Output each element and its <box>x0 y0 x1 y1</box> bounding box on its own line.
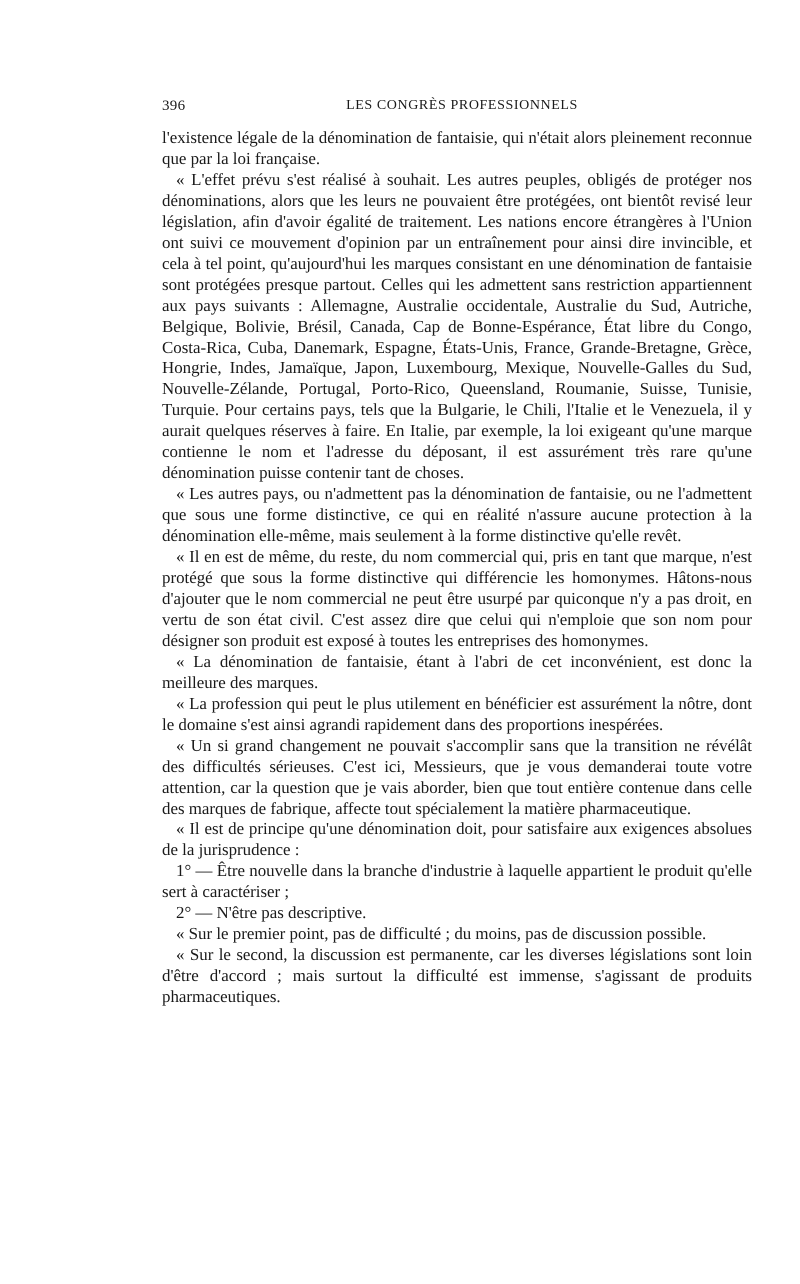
paragraph-best-mark: « La dénomination de fantaisie, étant à l'abri de cet inconvénient, est donc la meilleure des marques. <box>162 651 752 692</box>
paragraph-commercial-name: « Il en est de même, du reste, du nom commercial qui, pris en tant que marque, n'est protégé que sous la forme distinctive qui différencie les homonymes. Hâtons-nous d'ajouter que le nom commercial ne peut être usurpé par quiconque n'y a pas droit, en vertu de son état civil. C'est assez dire que celui qui n'emploie que son nom pour désigner son produit est exposé à toutes les entreprises des homonymes. <box>162 547 752 650</box>
paragraph-first-point: « Sur le premier point, pas de difficulté ; du moins, pas de discussion possible. <box>176 924 707 944</box>
paragraph-difficulties: « Un si grand changement ne pouvait s'accomplir sans que la transition ne révélât des difficultés sérieuses. C'est ici, Messieurs, que je vous demanderai toute votre attention, car la question que je vais aborder, bien que tout entière contenue dans celle des marques de fabrique, affecte tout spécialement la matière pharmaceutique. <box>162 735 752 818</box>
paragraph-second-point: « Sur le second, la discussion est permanente, car les diverses législations sont loin d'être d'accord ; mais surtout la difficulté est immense, s'agissant de produits pharmaceutiques. <box>162 945 752 1007</box>
paragraph-principle: « Il est de principe qu'une dénomination doit, pour satisfaire aux exigences absolues de la jurisprudence : <box>162 819 752 860</box>
paragraph-unfair-competition: « L'effet prévu s'est réalisé à souhait. Les autres peuples, obligés de protéger nos dénominations, alors que les leurs ne pouvaient être protégées, ont bientôt revisé leur législation, afin d'avoir égalité de traitement. Les nations encore étrangères à l'Union ont suivi ce mouvement d'opinion par un entraînement pour ainsi dire invincible, et cela à tel point, qu'aujourd'hui les marques consistant en une dénomination de fantaisie sont protégées presque partout. Celles qui les admettent sans restriction appartiennent aux pays suivants : Allemagne, Australie occidentale, Australie du Sud, Autriche, Belgique, Bolivie, Brésil, Canada, Cap de Bonne-Espérance, État libre du Congo, Costa-Rica, Cuba, Danemark, Espagne, États-Unis, France, Grande-Bretagne, Grèce, Hongrie, Indes, Jamaïque, Japon, Luxembourg, Mexique, Nouvelle-Galles du Sud, Nouvelle-Zélande, Portugal, Porto-Rico, Queensland, Roumanie, Suisse, Tunisie, Turquie. Pour certains pays, tels que la Bulgarie, le Chili, l'Italie et le Venezuela, il y aurait quelques réserves à faire. En Italie, par exemple, la loi exigeant qu'une marque contienne le nom et l'adresse du déposant, il est assurément très rare qu'une dénomination puisse contenir tant de choses. <box>162 169 752 483</box>
body-text <box>162 128 752 1008</box>
running-head <box>162 98 752 124</box>
list-item-condition-1: 1° — Être nouvelle dans la branche d'industrie à laquelle appartient le produit qu'elle sert à caractériser ; <box>162 861 752 902</box>
book-page <box>162 98 752 1008</box>
paragraph-continuation: l'existence légale de la dénomination de fantaisie, qui n'était alors pleinement reconnue que par la loi française. <box>162 128 752 168</box>
paragraph-profession: « La profession qui peut le plus utilement en bénéficier est assurément la nôtre, dont le domaine s'est ainsi agrandi rapidement dans des proportions inespérées. <box>162 693 752 734</box>
paragraph-other-countries: « Les autres pays, ou n'admettent pas la dénomination de fantaisie, ou ne l'admettent que sous une forme distinctive, ce qui en réalité n'assure aucune protection à la dénomination elle-même, mais seulement à la forme distinctive qu'elle revêt. <box>162 484 752 546</box>
page-number: 396 <box>162 98 186 114</box>
list-item-condition-2: 2° — N'être pas descriptive. <box>176 903 367 923</box>
running-title: LES CONGRÈS PROFESSIONNELS <box>346 98 578 113</box>
